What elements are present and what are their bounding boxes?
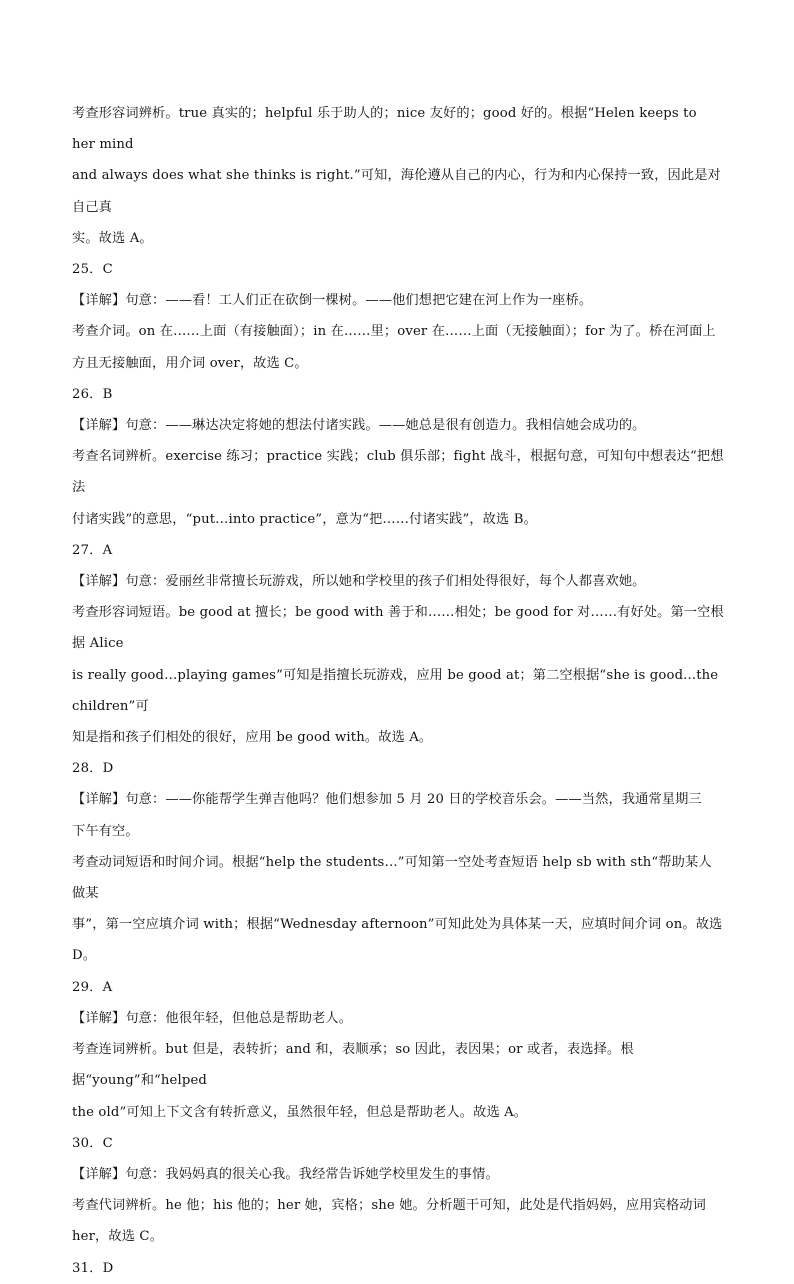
text-line: the old”可知上下文含有转折意义，虽然很年轻，但总是帮助老人。故选 A。 bbox=[72, 1104, 528, 1120]
text-line: 下午有空。 bbox=[72, 823, 139, 839]
answer-number: 31．D bbox=[72, 1260, 114, 1276]
answer-number: 27．A bbox=[72, 542, 113, 558]
answer-number: 29．A bbox=[72, 979, 113, 995]
answer-number: 28．D bbox=[72, 761, 114, 777]
text-line: and always does what she thinks is right.”可知，海伦遵从自己的内心，行为和内心保持一致，因此是对自己真 bbox=[72, 168, 721, 215]
explanation-line: 【详解】句意：——你能帮学生弹吉他吗？他们想参加 5 月 20 日的学校音乐会。——当然，我通常星期三 bbox=[72, 792, 702, 808]
document-body bbox=[72, 98, 724, 1284]
answer-number: 25．C bbox=[72, 262, 113, 278]
explanation-line: 【详解】句意：爱丽丝非常擅长玩游戏，所以她和学校里的孩子们相处得很好，每个人都喜欢她。 bbox=[72, 574, 646, 590]
text-line: 考查形容词辨析。true 真实的；helpful 乐于助人的；nice 友好的；good 好的。根据“Helen keeps to her mind bbox=[72, 106, 697, 153]
explanation-line: 【详解】句意：我妈妈真的很关心我。我经常告诉她学校里发生的事情。 bbox=[72, 1166, 499, 1182]
answer-number: 26．B bbox=[72, 386, 113, 402]
text-line: 知是指和孩子们相处的很好，应用 be good with。故选 A。 bbox=[72, 730, 433, 746]
text-line: 考查动词短语和时间介词。根据“help the students…”可知第一空处考查短语 help sb with sth“帮助某人做某 bbox=[72, 854, 712, 902]
text-line: 考查介词。on 在……上面（有接触面）；in 在……里；over 在……上面（无接触面）；for 为了。桥在河面上 bbox=[72, 324, 716, 340]
text-line: 考查名词辨析。exercise 练习；practice 实践；club 俱乐部；fight 战斗，根据句意，可知句中想表达“把想法 bbox=[72, 449, 724, 496]
text-line: 事”，第一空应填介词 with；根据“Wednesday afternoon”可知此处为具体某一天，应填时间介词 on。故选 D。 bbox=[72, 917, 723, 964]
text-line: 付诸实践”的意思，“put…into practice”，意为“把……付诸实践”，故选 B。 bbox=[72, 511, 537, 527]
text-line: 考查形容词短语。be good at 擅长；be good with 善于和……相处；be good for 对……有好处。第一空根据 Alice bbox=[72, 605, 724, 652]
text-line: 考查代词辨析。he 他；his 他的；her 她，宾格；she 她。分析题干可知，此处是代指妈妈，应用宾格动词 bbox=[72, 1198, 706, 1214]
explanation-line: 【详解】句意：——琳达决定将她的想法付诸实践。——她总是很有创造力。我相信她会成功的。 bbox=[72, 418, 646, 434]
text-line: is really good…playing games”可知是指擅长玩游戏，应用 be good at；第二空根据“she is good...the children”可 bbox=[72, 667, 719, 714]
text-line: her，故选 C。 bbox=[72, 1229, 163, 1245]
text-line: 考查连词辨析。but 但是，表转折；and 和，表顺承；so 因此，表因果；or 或者，表选择。根据“young”和“helped bbox=[72, 1042, 634, 1089]
explanation-line: 【详解】句意：——看！工人们正在砍倒一棵树。——他们想把它建在河上作为一座桥。 bbox=[72, 293, 593, 309]
text-line: 实。故选 A。 bbox=[72, 230, 153, 246]
text-line: 方且无接触面，用介词 over，故选 C。 bbox=[72, 355, 308, 371]
answer-number: 30．C bbox=[72, 1135, 113, 1151]
explanation-line: 【详解】句意：他很年轻，但他总是帮助老人。 bbox=[72, 1010, 353, 1026]
